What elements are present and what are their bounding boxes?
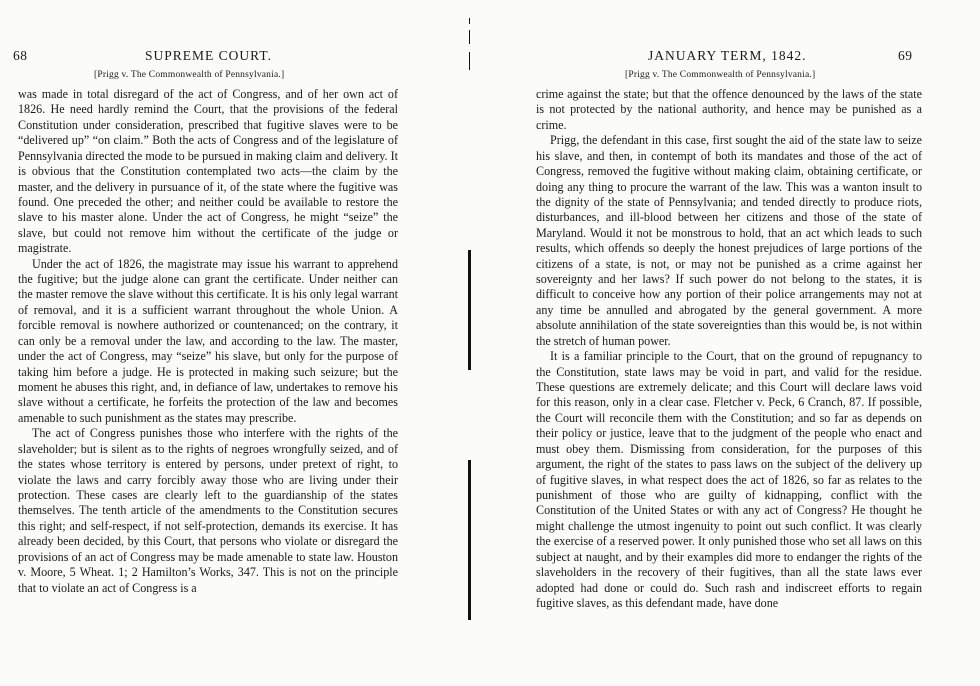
- paragraph: It is a familiar principle to the Court, that on the ground of repugnancy to the Constitution, state laws may be void in part, and valid for the residue. These questions are extremely delicate; and this Court will declare laws void for this reason, only in a clear case. Fletcher v. Peck, 6 Cranch, 87. If possible, the Court will reconcile them with the Constitution; and so far as depends on their policy or justice, leave that to the judgment of the people who enact and must obey them. Dismissing from consideration, for the purposes of this argument, the right of the states to pass laws on the subject of the delivery up of fugitive slaves, in what respect does the act of 1826, so far as relates to the punishment of those who are guilty of kidnapping, conflict with the Constitution of the United States or with any act of Congress? He thought he might challenge the utmost ingenuity to point out such conflict. It was clearly the exercise of a reserved power. It only punished those who set all laws on this subject at naught, and by their examples did more to endanger the rights of the slaveholders in the recovery of their fugitives, than all the state laws ever adopted had done or could do. Such rash and indiscreet efforts to regain fugitive slaves, as this defendant made, have done: [536, 349, 922, 610]
- body-text: [536, 87, 922, 611]
- paragraph: Prigg, the defendant in this case, first sought the aid of the state law to seize his slave, and then, in contempt of both its mandates and those of the act of Congress, removed the fugitive without making claim, obtaining certificate, or doing any thing to procure the warrant of the law. This was a wanton insult to the dignity of the state of Pennsylvania; and tended directly to produce riots, disturbances, and ill-blood between her citizens and those of the state of Maryland. Would it not be monstrous to hold, that an act which leads to such results, which offends so deeply the honest prejudices of large portions of the citizens of a state, is not, or may not be punished as a crime against her sovereignty and her laws? If such power do not belong to the states, it is difficult to conceive how any portion of their police arrangements may not at any time be annulled and abrogated by the general government. A more absolute annihilation of the state sovereignties than this would be, is not within the stretch of human power.: [536, 133, 922, 348]
- paragraph: was made in total disregard of the act of Congress, and of her own act of 1826. He need hardly remind the Court, that the provisions of the federal Constitution under consideration, prescribed that fugitive slaves were to be “delivered up” “on claim.” Both the acts of Congress and of the legislature of Pennsylvania directed the mode to be pursued in making claim and delivery. It is obvious that the Constitution contemplated two acts—the claim by the master, and the delivery in pursuance of it, of the state where the fugitive was found. One preceded the other; and neither could be available to restore the slave to his master alone. Under the act of Congress, he might “seize” the slave, but could not remove him without the certificate of the judge or magistrate.: [18, 87, 398, 256]
- gutter-mark: [469, 52, 470, 70]
- book-gutter: [468, 0, 472, 686]
- body-text: [18, 87, 398, 596]
- page-number: 68: [13, 48, 28, 63]
- case-reference: [Prigg v. The Commonwealth of Pennsylvania.]: [625, 70, 816, 80]
- case-reference: [Prigg v. The Commonwealth of Pennsylvania.]: [94, 70, 285, 80]
- paragraph: crime against the state; but that the offence denounced by the laws of the state is not protected by the national authority, and hence may be punished as a crime.: [536, 87, 922, 132]
- running-title: SUPREME COURT.: [145, 48, 272, 63]
- gutter-mark: [468, 250, 471, 370]
- page-number: 69: [898, 48, 913, 63]
- running-title: JANUARY TERM, 1842.: [648, 48, 807, 63]
- paragraph: The act of Congress punishes those who interfere with the rights of the slaveholder; but is silent as to the rights of negroes wrongfully seized, and of the states whose territory is entered by persons, under pretext of right, to violate the laws and carry forcibly away those who are living under their protection. These cases are clearly left to the guardianship of the states themselves. The tenth article of the amendments to the Constitution secures this right; and self-respect, if not self-protection, demands its exercise. It has already been decided, by this Court, that persons who violate or disregard the provisions of an act of Congress may be made amenable to state law. Houston v. Moore, 5 Wheat. 1; 2 Hamilton’s Works, 347. This is not on the principle that to violate an act of Congress is a: [18, 426, 398, 595]
- gutter-mark: [469, 30, 470, 44]
- paragraph: Under the act of 1826, the magistrate may issue his warrant to apprehend the fugitive; but the judge alone can grant the certificate. Under neither can the master remove the slave without this certificate. It is his only legal warrant of removal, and it is a sufficient warrant throughout the whole Union. A forcible removal is nowhere authorized or countenanced; on the contrary, it can only be a removal under the law, and according to the law. The master, under the act of Congress, may “seize” his slave, but only for the purpose of taking him before a judge. He is protected in making such seizure; but the moment he abuses this right, and, in defiance of law, undertakes to remove his slave without a certificate, he forfeits the protection of the law and becomes amenable to such punishment as the states may prescribe.: [18, 256, 398, 425]
- right-page: [490, 0, 980, 686]
- left-page: [0, 0, 470, 686]
- gutter-mark: [469, 18, 470, 24]
- gutter-mark: [468, 460, 471, 620]
